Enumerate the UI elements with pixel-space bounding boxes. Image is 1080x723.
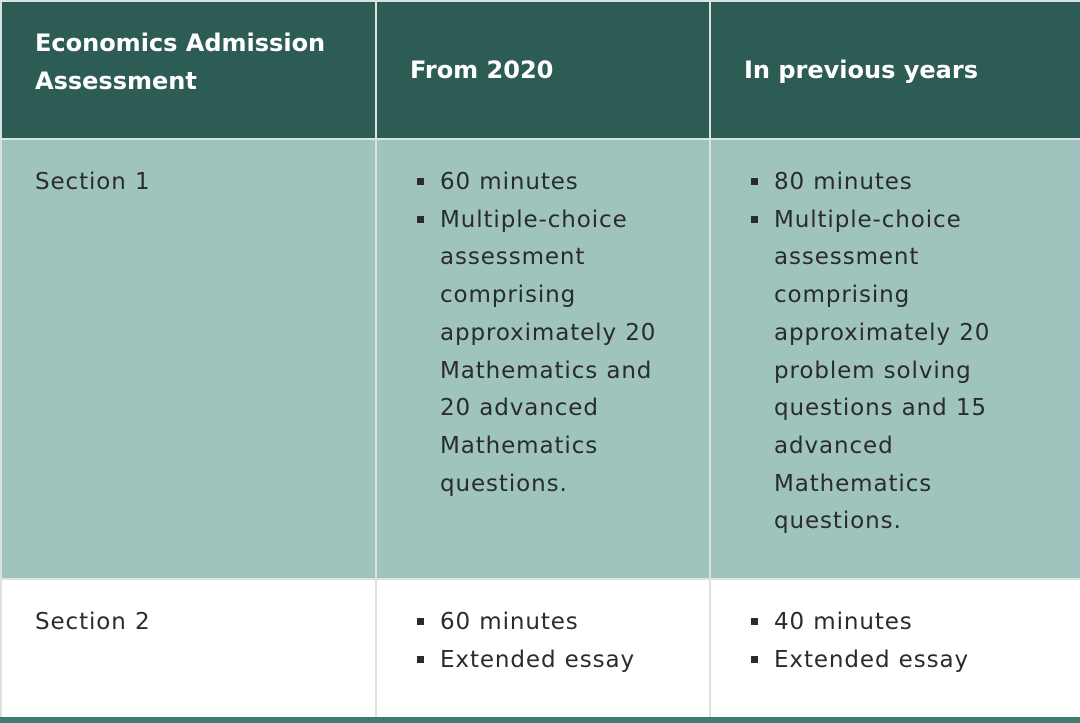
list-item: 60 minutes xyxy=(410,604,676,642)
list-item: 40 minutes xyxy=(744,604,1047,642)
list-item: 80 minutes xyxy=(744,164,1047,202)
list-item: Multiple-choice assessment comprising approximately 20 problem solving questions and 15 advanced Mathematics questions. xyxy=(744,202,1047,541)
cell-section-2-from-2020 xyxy=(376,579,710,720)
bullet-list xyxy=(744,604,1047,679)
table-row-section-2 xyxy=(1,579,1080,720)
list-item: Extended essay xyxy=(410,642,676,680)
bullet-list xyxy=(744,164,1047,541)
cell-section-1-previous-years xyxy=(710,139,1080,579)
row-label-section-2: Section 2 xyxy=(1,579,376,720)
cell-section-1-from-2020 xyxy=(376,139,710,579)
cell-section-2-previous-years xyxy=(710,579,1080,720)
list-item: Extended essay xyxy=(744,642,1047,680)
header-cell-from-2020: From 2020 xyxy=(376,1,710,139)
list-item: Multiple-choice assessment comprising approximately 20 Mathematics and 20 advanced Mathematics questions. xyxy=(410,202,676,504)
row-label-section-1: Section 1 xyxy=(1,139,376,579)
bullet-list xyxy=(410,604,676,679)
bullet-list xyxy=(410,164,676,503)
list-item: 60 minutes xyxy=(410,164,676,202)
header-row xyxy=(1,1,1080,139)
header-cell-assessment: Economics Admission Assessment xyxy=(1,1,376,139)
table-row-section-1 xyxy=(1,139,1080,579)
header-cell-previous-years: In previous years xyxy=(710,1,1080,139)
